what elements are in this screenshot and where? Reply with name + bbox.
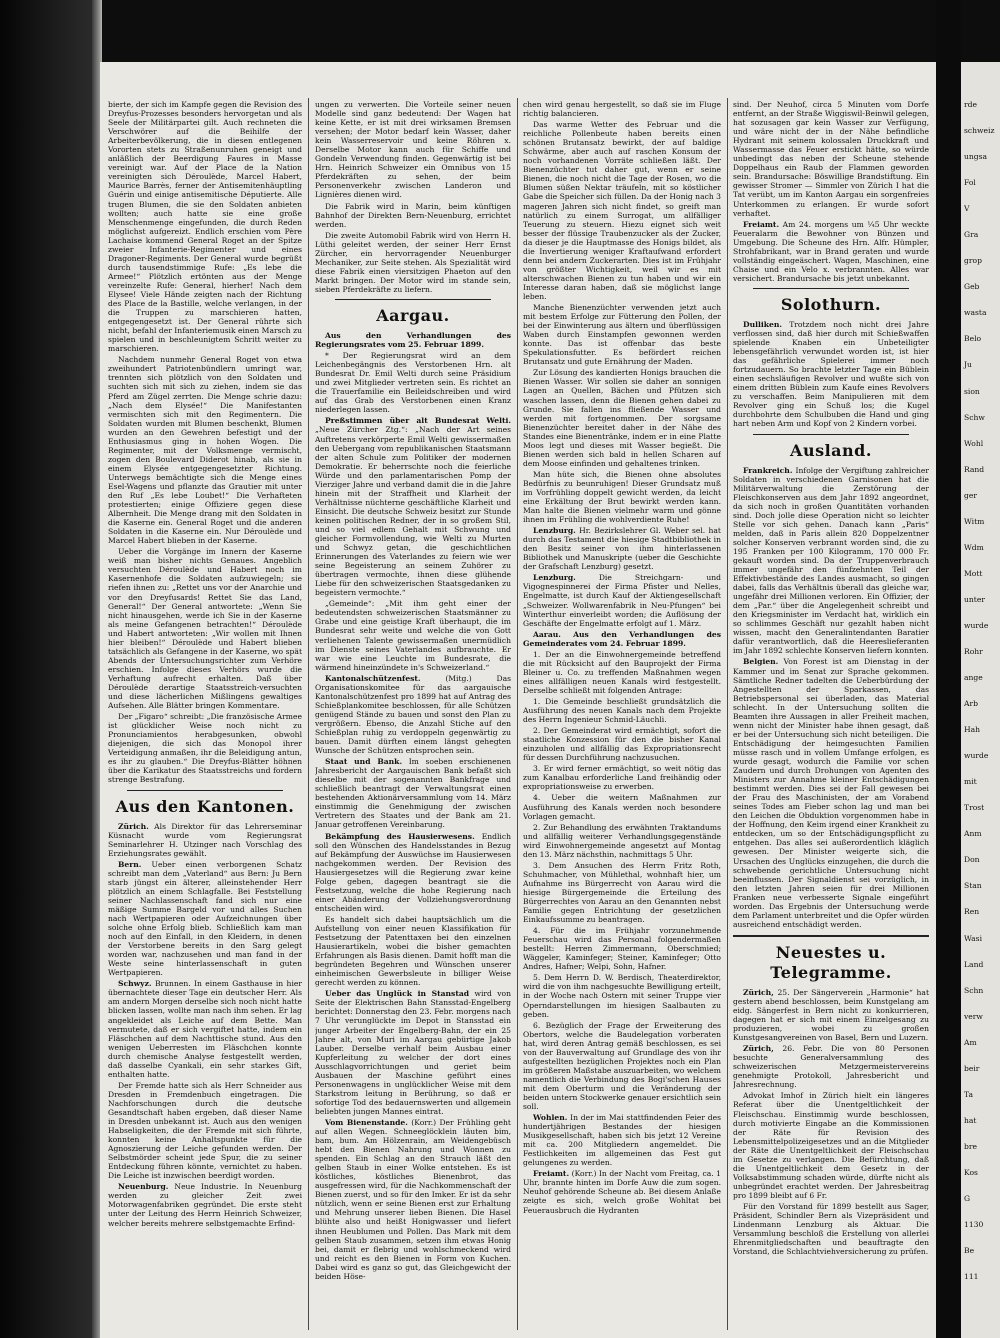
item-label: Staat und Bank. bbox=[325, 757, 403, 767]
adjacent-page-line: hat bbox=[964, 1115, 977, 1125]
item-label: Freiamt. bbox=[743, 219, 780, 229]
section-heading-telegramme: Neuestes u. Telegramme. bbox=[770, 942, 892, 982]
article-paragraph: bierte, der sich im Kampfe gegen die Revision des Dreyfus-Prozesses besonders hervorgetan und als Seele der Militärpartei gilt. Auch rechneten die Verschwörer auf die Beihilfe der Arbeiterbevölkerung, die in diesen entlegenen Vororten stets zu Straßenunruhen geneigt und anläßlich der Beerdigung Faures in Masse vereinigt war. Auf der Place de la Nation vereinigten sich Déroulède, Marcel Habert, Maurice Barrès, ferner der Antisemitenhäuptling Guérin und einige antisemitische Députierte. Alle trugen Blumen, die sie den Soldaten anbieten wollten; auch hatte sie eine große Menschenmenge eingefunden, die durch Reden möglichst aufgereizt. Endlich erschien vom Père Lachaise kommend General Roget an der Spitze zweier Infanterie-Regimenter und eines Dragoner-Regiments. Der General wurde begrüßt durch tausendstimmige Rufe: „Es lebe die Armee!“ Plötzlich ertönten aus der Menge vereinzelte Rufe: General, hierher! Nach dem Elysee! Viele Hände zeigten nach der Richtung des Place de la Bastille, welche verlangen, in der die Truppen zu marschieren hatten, entgegengesetzt ist. Der General rührte sich nicht, befahl der Infanteriemusik einen Marsch zu spielen und in beschleunigtem Schritt weiter zu marschieren. bbox=[108, 100, 302, 354]
article-paragraph: Nachdem nunmehr General Roget von etwa zweihundert Patriotenbündlern umringt war, trennten sich plötzlich von den Soldaten und suchten sich mit sich zu ziehen, indem sie das Pferd am Zügel zerrten. Die Menge schrie dazu: „Nach dem Elysée!“ Die Manifestanten vermischten sich mit den Regimentern. Die Soldaten wurden mit Blumen beschenkt, Blumen wurden an den Gewehren befestigt und der Enthusiasmus ging in hohen Wogen. Die Regimenter, mit der Volksmenge vermischt, zogen den Boulevard Diderot hinab, als sie in einem Elysée entgegengesetzter Richtung. Unterwegs bemächtigte sich die Menge eines Esel-Wagens und pflanzte das Grautier mit unter den Ruf „Es lebe Loubet!“ Die Verhafteten protestierten; einige Offiziere gegen diese Albernheit. Die Menge drang mit den Soldaten in die Kaserne ein. General Roget und die anderen Soldaten in die Kaserne ein. Nur Déroulède und Marcel Habert blieben in der Kaserne. bbox=[108, 355, 302, 546]
item-label: Aus den Verhandlungen des Gemeinderates vom 24. Februar 1899. bbox=[523, 629, 721, 648]
item-label: Zürich. bbox=[118, 821, 149, 831]
item-label: Preßstimmen über alt Bundesrat Welti. bbox=[325, 416, 511, 426]
news-item: 26. Febr. Die von 80 Personen besuchte Generalversammlung des schweizerischen Metzgermeistervereins genehmigte Protokoll, Jahresbericht und Jahresrechnung. bbox=[733, 1044, 929, 1090]
adjacent-page-line: ungsa bbox=[964, 152, 988, 162]
book-binding bbox=[0, 0, 92, 1338]
article-paragraph: Für den Vorstand für 1899 bestellt aus Sager, Präsident, Schindler Bern als Vizepräsident und Lindenmann Lenzburg als Aktuar. Die Versammlung beschloß die Erstellung von allerlei Ehrenmitgliedschaften und beauftragte den Vorstand, die Schlachtviehversicherung zu prüfen. bbox=[733, 1201, 929, 1257]
article-paragraph: 4. Für die im Frühjahr vorzunehmende Feuerschau wird das Personal folgendermaßen bestellt: Herren Zimmermann, Oberschmied; Wäggeler, Kaminfeger; Steiner, Kaminfeger; Otto Andres, Hafner; Welpi, Sohn, Hafner. bbox=[523, 926, 721, 972]
item-label: Zürich, bbox=[743, 987, 774, 997]
item-label: Frankreich. bbox=[743, 465, 793, 475]
article-paragraph: Zur Lösung des kandierten Honigs brauchen die Bienen Wasser. Wir sollen sie daher an sonnigen Lagen an Quellen, Bächen und Pfützen sich waschen lassen, denn die Bienen gehen dabei zu Grunde. Sie fallen ins fließende Wasser und werden mit fortgenommen. Der sorgsame Bienenzüchter bereitet daher in der Nähe des Standes eine Bienentränke, indem er in eine Platte Moos legt und dieses mit Wasser begießt. Die Bienen werden sich bald in hellen Scharen auf dem Moose einfinden und gehaltenes trinken. bbox=[523, 368, 721, 468]
article-paragraph: chen wird genau hergestellt, so daß sie im Fluge richtig balancieren. bbox=[523, 100, 721, 119]
article-paragraph: Ueber die Vorgänge im Innern der Kaserne weiß man bisher nichts Genaues. Angeblich versuchten Déroulède und Habert noch im Kasernenhofe die Soldaten aufzuwiegeln; sie riefen ihnen zu: „Rettet uns vor der Anarchie und vor den Dreyfusards! Rettet Sie das Land, General!“ Der General antwortete: „Wenn Sie nicht hinausgehen, werde ich Sie in der Kaserne als meine Gefangenen betrachten!“ Déroulède und Habert antworteten: „Wir wollen mit Ihnen hier bleiben!“ Déroulède und Habert blieben tatsächlich als Gefangene in der Kaserne, wo spät Abends der Untersuchungsrichter zum Verhöre erschien. Infolge dieses Verhörs wurde die Verhaftung aufrecht erhalten. Daß über Déroulède derartige Staatsstreich-versuchten und diese lächerlichen Mißlingens gewaltiges Aufsehen. Alle Blätter bringen Kommentare. bbox=[108, 547, 302, 711]
item-label: Dulliken. bbox=[743, 319, 783, 329]
article-paragraph: Manche Bienenzüchter verwenden jetzt auch mit bestem Erfolge zur Fütterung den Pollen, der bei der Einwinterung aus ältern und überflüssigen Waben durch Einstampfen gewonnen werden konnte. Das ist offenbar das beste Spekulationsfutter. Es befördert reichen Brutansatz und gute Ernährung der Maden. bbox=[523, 303, 721, 367]
news-item: Von Forest ist am Dienstag in der Kammer und im Senat zur Sprache gekommen. Sämtliche Redner tadelten die Ueberbürdung der Angestellten der Sparkassen, das Betriebspersonal sei überladen, das Material schlecht. In der Untersuchung sollten die Beamten ihre Aussagen in aller Freiheit machen, wenn nicht der Minister habe ihnen gesagt, daß er bei der Untersuchung sich nicht beteiligen. Die Entschädigung der heimgesuchten Familien müsse rasch und in vollem Umfange erfolgen, es wurde gesagt, wodurch die Familie vor schen Zaudern und durch Drohungen von Agenten des Ministers zur Annahme kleiner Entschädigungen bestimmt werden. Dies sei der Fall gewesen bei der Frau des Maschinisten, der am Vorabend seines Todes am Fieber schon lag und man bei den Leichen die Obduktion vorgenommen habe in der Hoffnung, den Keim irgend einer Krankheit zu entdecken, um so der Entschädigungspflicht zu entgehen. Das alles sei außerordentlich kläglich gewesen. Der Minister weigerte sich, die Ursachen des Unglücks einzugehen, die durch die schwebende gerichtliche Untersuchung nicht beeinflussen. Der Signaldienst sei vorzüglich, in den letzten Jahren seien für drei Millionen Franken neue verbesserte Signale eingeführt worden. Das Ergebnis der Untersuchung werde dem Parlament unterbreitet und die Opfer würden ausreichend entschädigt werden. bbox=[733, 657, 929, 929]
item-label: Zürich, bbox=[743, 1044, 774, 1054]
section-heading-ausland: Ausland. bbox=[790, 440, 872, 460]
separator bbox=[753, 434, 910, 435]
article-paragraph: Es handelt sich dabei hauptsächlich um die Aufstellung von einer neuen Klassifikation für Festsetzung der Patenttaxen bei den einzelnen Hausierartikeln, wobei die bisher gemachten Erfahrungen als Basis dienen. Damit hofft man die begründeten Begehren und Wünschen unserer einheimischen Gewerbsleute in billiger Weise gerecht werden zu können. bbox=[315, 914, 511, 988]
news-item: Ueber einen verborgenen Schatz schreibt man dem „Vaterland“ aus Bern: Ju Bern starb jüngst ein älterer, alleinstehender Herr plötzlich an einem Schlagfalle. Bei Feststellung seiner Nachlassenschaft fand sich nur eine mäßige Summe Bargeld vor und alles Suchen nach Wertpapieren oder Aufzeichnungen über solche ohne Erfolg blieb. Schließlich kam man noch auf den Einfall, in den Kleidern, in denen der Verstorbene bereits in den Sarg gelegt worden war, nachzusehen und man fand in der Weste seine hinterlassenschaft in guten Wertpapieren. bbox=[108, 859, 302, 978]
adjacent-page-line: Belo bbox=[964, 334, 982, 344]
item-label: Kantonalschützenfest. bbox=[325, 673, 421, 683]
section-heading-kantonen: Aus den Kantonen. bbox=[115, 796, 295, 816]
news-item: Neue Industrie. In Neuenburg werden zu gleicher Zeit zwei Motorwagenfabriken gegründet. Die erste steht unter der Leitung des Herrn Heinrich Schweizer, welcher bereits mehrere selbstgemachte Erfind- bbox=[108, 1182, 302, 1228]
adjacent-page-line: Ren bbox=[964, 907, 980, 917]
page-gutter bbox=[936, 0, 961, 1338]
article-paragraph: 3. Dem Ansuchen des Herrn Fritz Roth, Schuhmacher, von Mühlethal, wohnhaft hier, um Aufnahme ins Bürgerrecht von Aarau wird die hiesige Bürgergemeinde die Erteilung des Bürgerrechtes von Aarau an den Genannten nebst Familie gegen Entrichtung der gesetzlichen Einkaufssumme zu beantragen. bbox=[523, 860, 721, 925]
article-paragraph: 3. Er wird ferner ermächtigt, so weit nötig das zum Kanalbau erforderliche Land freihändig oder expropriationsweise zu erwerben. bbox=[523, 764, 721, 792]
adjacent-page-fragment bbox=[961, 62, 1000, 1338]
article-paragraph: 4. Ueber die weitern Maßnahmen zur Ausführung des Kanals werden noch besondere Vorlagen gemacht. bbox=[523, 793, 721, 821]
news-item: In der im Mai stattfindenden Feier des hundertjährigen Bestandes der hiesigen Musikgesellschaft, haben sich bis jetzt 12 Vereine mit ca. 200 Mitgliedern angemeldet. Die Festlichkeiten im allgemeinen das Fest gut gelungenes zu werden. bbox=[523, 1113, 721, 1168]
item-label: Lenzburg. bbox=[533, 573, 576, 583]
adjacent-page-line: Fol bbox=[964, 178, 976, 188]
item-label: Wohlen. bbox=[533, 1113, 568, 1123]
adjacent-page-line: Hah bbox=[964, 725, 981, 735]
adjacent-page-line: Land bbox=[964, 959, 984, 969]
section-heading-solothurn: Solothurn. bbox=[780, 294, 882, 314]
adjacent-page-line: schweiz bbox=[964, 126, 995, 136]
news-item: 25. Der Sängerverein „Harmonie“ hat gestern abend beschlossen, beim Kunstgelang am eidg. Sängerfest in Bern nicht zu konkurrieren, dagegen hat er sich mit einem Einzelgesang zu produzieren, wobei zu großen Kunstgesangvereinen von Basel, Bern und Luzern. bbox=[733, 987, 929, 1043]
adjacent-page-line: Witm bbox=[964, 516, 985, 526]
article-paragraph: 2. Zur Behandlung des erwähnten Traktandums und allfällig weiterer Verhandlungsgegenstände wird Einwohnergemeinde angesetzt auf Montag den 13. März nächsthin, nachmittags 5 Uhr. bbox=[523, 822, 721, 859]
article-paragraph: 2. Der Gemeinderat wird ermächtigt, sofort die staatliche Konzession für den die bisher Kanal einzuholen und allfällig das Expropriationsrecht für dessen Durchführung nachzusuchen. bbox=[523, 726, 721, 763]
adjacent-page-line: Anm bbox=[964, 829, 982, 839]
adjacent-page-line: wurde bbox=[964, 620, 989, 630]
adjacent-page-line: Wdm bbox=[964, 542, 984, 552]
adjacent-page-line: verw bbox=[964, 1011, 983, 1021]
article-paragraph: 1. Die Gemeinde beschließt grundsätzlich die Ausführung des neuen Kanals nach dem Projekte des Herrn Ingenieur Schmid-Läuchli. bbox=[523, 697, 721, 725]
news-item: (Mitg.) Das Organisationskomitee für das aargauische Kantonalschützenfest pro 1899 hat auf Antrag des Schießplankomitee beschlossen, für alle Schützen genügend Stände zu bauen und sonst den Plan zu vergrößern. Ebenso, die Anzahl Stiche auf den Schießplan ruhig zu verdoppeln gegenwärtig zu bauen. Damit dürften einem längst gehegten Wunsche der Schützen entsprochen sein. bbox=[315, 673, 511, 756]
column-rule bbox=[308, 98, 309, 1330]
column-rule bbox=[727, 98, 728, 1330]
adjacent-page-line: Arb bbox=[964, 699, 978, 709]
article-paragraph: 1. Der an die Einwohnergemeinde betreffend die mit Rücksicht auf den Bauprojekt der Firma Bleiner u. Co. zu treffenden Maßnahmen wegen eines allfälligen neuen Kanals wird festgestellt. Derselbe schließt mit folgenden Antrage: bbox=[523, 649, 721, 695]
adjacent-page-line: ange bbox=[964, 673, 983, 683]
article-paragraph: Der „Figaro“ schreibt: „Die französische Armee ist glücklicher Weise noch nicht zu Pronunciamientos herabgesunken, obwohl diejenigen, die sich das Monopol ihrer Verteidigung anmaßen, ihr die Beleidigung antun, es ihr zu glauben.“ Die Dreyfus-Blätter höhnen über die Karikatur des Staatsstreichs und fordern strenge Bestrafung. bbox=[108, 712, 302, 785]
adjacent-page-line: beir bbox=[964, 1063, 980, 1073]
article-paragraph: 6. Bezüglich der Frage der Erweiterung des Obertors, welche die Baudelegation vorberaten hat, wird deren Antrag gemäß beschlossen, es sei von der Bauverwaltung auf Grundlage des von ihr aufgestellten bezüglichen Projektes noch ein Plan im größeren Maßstabe auszuarbeiten, wo welchem namentlich die Verbindung des Bogi'schen Hauses mit dem Oberturm und die Veränderung der beiden untern Stockwerke genauer ersichtlich sein soll. bbox=[523, 1020, 721, 1112]
adjacent-page-text bbox=[964, 100, 998, 1298]
news-item: wird von Seite der Elektrischen Bahn Stansstad-Engelberg berichtet: Donnerstag den 23. Febr. morgens nach 7 Uhr verunglückte im Depot in Stansstad ein junger Arbeiter der Engelberg-Bahn, der ein 25 Jahre alt, von Muri im Aargau gebürtige Jakob Lauber. Derselbe verhalf beim Ausbau einer Kupferleitung zu welcher der dort eines Ausschlagvorrichtungen und geriet beim Ausbauen der Maschine geführt eines Personenwagens in unglücklicher Weise mit dem Starkstrom leitung in Berührung, so daß er sofortige Tod des bedauernswerten und allgemein beliebten jungen Mannes eintrat. bbox=[315, 989, 511, 1116]
adjacent-page-line: 1130 bbox=[964, 1220, 984, 1230]
separator bbox=[127, 790, 282, 791]
adjacent-page-line: bre bbox=[964, 1141, 977, 1151]
item-label: Ueber das Unglück in Stanstad bbox=[325, 989, 470, 999]
column-2 bbox=[315, 100, 511, 1332]
news-item: (Korr.) Der Frühling geht auf allen Wegen. Schneeglöcklein läuten bim, bam, bum. Am Hölzenrain, am Weidengebüsch hebt den Bienen Nahrung und Wonnen zu spenden. Ein Schlag an den Strauch läßt den gelben Staub in einer Wolke entstehen. Es ist köstliches, köstliches Bienenbrot, das ausgefressen wird, für die Nachkommenschaft der Bienen zuerst, und so für den Imker. Er ist da sehr nützlich, wenn er seine Bienen erst zur Erhaltung und Mehrung unserer lieben Bienen. Die Hasel blühte also und heißt Honigwasser und liefert ihnen Heublumen und Pollen. Das Mark mit dem gelben Staub zusammen, setzen ihm etwas Honig bei, damit er flebrig und wohlschmeckend wird und reicht es den Bienen in Form von Kuchen. Dabei wird es ganz so gut, das Gleichgewicht der beiden Höse- bbox=[315, 1117, 511, 1281]
article-paragraph: Die Fabrik wird in Marin, beim künftigen Bahnhof der Direkten Bern-Neuenburg, errichtet werden. bbox=[315, 201, 511, 229]
adjacent-page-line: ger bbox=[964, 490, 977, 500]
column-4 bbox=[733, 100, 929, 1332]
news-item: Brunnen. In einem Gasthause in hier übernachtete dieser Tage ein deutscher Herr. Als am andern Morgen derselbe sich noch nicht hatte blicken lassen, wollte man nach ihm sehen. Er lag angekleidet als Leiche auf dem Bette. Man vermutete, daß er sich vergiftet hatte, indem ein Fläschchen auf dem Nachttische stund. Aus den wenigen Ueberresten im Fläschchen konnte durch chemische Analyse festgestellt werden, daß dasselbe Cyankali, ein sehr starkes Gift, enthalten hatte. bbox=[108, 979, 302, 1079]
adjacent-page-line: wasta bbox=[964, 308, 987, 318]
article-paragraph: Der Fremde hatte sich als Herr Schneider aus Dresden in Fremdenbuch eingetragen. Die Nachforschungen durch die deutsche Gesandtschaft haben ergeben, daß dieser Name in Dresden unbekannt ist. Auch aus den wenigen Habseligkeiten, die der Fremde mit sich führte, konnten keine Anhaltspunkte für die Agnoszierung der Leiche gefunden werden. Der Selbstmörder scheint jede Spur, die zu seiner Entdeckung führen könnte, vernichtet zu haben. Die Leiche ist inzwischen beerdigt worden. bbox=[108, 1080, 302, 1181]
item-label: Aus den Verhandlungen des Regierungsrates vom 25. Februar 1899. bbox=[315, 330, 511, 350]
article-paragraph: Advokat Imhof in Zürich hielt ein längeres Referat über die Unentgeltlichkeit der Fleischschau. Einstimmig wurde beschlossen, durch motivierte Eingabe an die Kommissionen der Räte für Revision des Lebensmittelpolizeigesetzes und an die Mitglieder der Räte die Unentgeltlichkeit der Fleischschau im Gesetze zu verlangen. Die Befürchtung, daß die Unentgeltlichkeit dem Gesetz in der Volksabstimmung schaden würde, dürfte nicht als unbegründet erachtet werden. Der Jahresbeitrag pro 1899 bleibt auf 6 Fr. bbox=[733, 1091, 929, 1200]
article-paragraph: Das warme Wetter des Februar und die reichliche Pollenbeute haben bereits einen schönen Brutansatz bewirkt, der auf baldige Schwärme, aber auch auf raschen Konsum der noch vorhandenen Vorräte schließen läßt. Der Bienenzüchter tut daher gut, wenn er seine Bienen, die noch nicht die Tage der Rosen, wo die Blumen süßen Nektar träufeln, mit so köstlicher Gabe die Speicher sich füllen. Da der Honig nach 3 mageren Jahren sich nicht findet, so greift man natürlich zu einem Surrogat, um allfälliger Teuerung zu steuern. Hiezu eignet sich weit besser der flüssige Traubenzucker als der Zucker, da dieser je die Hauptmasse des Honigs bildet, als die Invertierung weniger Kraftaufwand erfordert denn bei andern Zuckerarten. Dies ist im Frühjahr von größter Wichtigkeit, weil wir es mit alterschwachen Bienen zu tun haben und wir ein Interesse daran haben, daß sie möglichst lange leben. bbox=[523, 120, 721, 301]
adjacent-page-line: Kos bbox=[964, 1167, 978, 1177]
item-label: Aarau. bbox=[533, 629, 561, 639]
adjacent-page-line: Wohl bbox=[964, 438, 984, 448]
section-heading-aargau: Aargau. bbox=[376, 305, 450, 325]
article-paragraph: Man hüte sich, die Bienen ohne absolutes Bedürfnis zu beunruhigen! Dieser Grundsatz muß im Vorfrühling doppelt gewicht werden, da leicht eine Erkältung der Brut bewirkt werden kann. Man halte die Bienen vielmehr warm und gönne ihnen im Frühling die wohlverdiente Ruhe! bbox=[523, 469, 721, 525]
adjacent-page-line: Schw bbox=[964, 412, 985, 422]
adjacent-page-line: V bbox=[964, 204, 970, 214]
separator bbox=[733, 935, 929, 937]
item-label: Schwyz. bbox=[118, 979, 152, 989]
separator bbox=[753, 288, 910, 289]
separator bbox=[335, 299, 492, 300]
adjacent-page-line: Rohr bbox=[964, 646, 983, 656]
adjacent-page-line: Stan bbox=[964, 881, 982, 891]
adjacent-page-line: Gra bbox=[964, 230, 979, 240]
adjacent-page-line: Wasi bbox=[964, 933, 982, 943]
column-1 bbox=[108, 100, 302, 1332]
news-item: (Korr.) In der Nacht vom Freitag, ca. 1 Uhr, brannte hinten im Dorfe Auw die zum sogen. Neuhof gehörende Scheune ab. Bei diesem Anlaße zeigte es sich, welch große Wohltat bei Feuerausbruch die Hydranten bbox=[523, 1169, 721, 1215]
adjacent-page-line: mit bbox=[964, 777, 977, 787]
adjacent-page-line: unter bbox=[964, 594, 985, 604]
article-paragraph: ungen zu verwerten. Die Vorteile seiner neuen Modelle sind ganz bedeutend: Der Wagen hat keine Kette, er ist mit drei wirksamen Bremsen versehen; der Motor bedarf kein Wasser, daher kein Wasserreservoir und keine Röhren x. Derselbe Motor kann auch für Schiffe und Gondeln Verwendung finden. Gegenwärtig ist bei Hrn. Heinrich Schweizer ein Omnibus von 15 Pferdekräften zu sehen, der beim Personenverkehr zwischen Landeron und Lignières dienen wird. bbox=[315, 100, 511, 200]
item-label: Bern. bbox=[118, 859, 142, 869]
news-item: Am 24. morgens um ¼5 Uhr weckte Feueralarm die Bewohner von Bünzen und Umgebung. Die Scheune des Hrn. Alfr. Hümpler, Strohfabrikant, war in Brand geraten und wurde vollständig eingeäschert. Wagen, Maschinen, eine Chaise und ein Velo x. verbrannten. Alles war versichert. Brandursache bis jetzt unbekannt. bbox=[733, 219, 929, 283]
article-paragraph: 5. Dem Herrn D. W. Berdisch, Theaterdirektor, wird die von ihm nachgesuchte Bewilligung erteilt, in der Woche nach Ostern mit seiner Truppe vier Operndarstellungen im hiesigen Saalbauten zu geben. bbox=[523, 973, 721, 1019]
news-item: Hr. Bezirkslehrer Gl. Weber sel. hat durch das Testament die hiesige Stadtbibliothek in den Besitz seiner von ihm hinterlassenen Bibliothek und Manuskripte (ueber die Geschichte der Grafschaft Lenzburg) gesetzt. bbox=[523, 526, 721, 572]
news-item: Trotzdem noch nicht drei Jahre verflossen sind, daß hier durch mit Schießwaffen spielende Knaben ein Unbeteiligter lebensgefährlich verwundet worden ist, ist hier das gefährliche Spielerei immer noch fortzudauern. So brachte letzter Tage ein Büblein einen sechsläufigen Revolver und wußte sich von einem dritten Büblein zum Kaufe eines Revolvers zu verschaffen. Beim Manipulieren mit dem Revolver ging ein Schuß los; die Kugel durchbohrte dem Schulbuben die Hand und ging hart neben Arm und Kopf von 2 Kindern vorbei. bbox=[733, 319, 929, 429]
adjacent-page-line: grop bbox=[964, 256, 982, 266]
article-paragraph: * Der Regierungsrat wird an dem Leichenbegängnis des Verstorbenen Hrn. alt Bundesrat Dr. Emil Welti durch seine Präsidium und zwei Mitglieder vertreten sein. Es richtet an die Trauerfamilie ein Beileidschreiben und wird auf das Grab des Verstorbenen einen Kranz niederlegen lassen. bbox=[315, 351, 511, 415]
adjacent-page-line: Schn bbox=[964, 985, 984, 995]
adjacent-page-line: Ta bbox=[964, 1089, 974, 1099]
adjacent-page-line: rde bbox=[964, 100, 977, 109]
adjacent-page-line: Geb bbox=[964, 282, 980, 292]
news-item: Infolge der Vergiftung zahlreicher Soldaten in verschiedenen Garnisonen hat die Militärverwaltung die Zerstörung der Fleischkonserven aus dem Jahr 1892 angeordnet, da sich noch in großen Quantitäten vorhanden sind. Doch jolle diese Operation nicht so leichter Stelle vor sich gehen. Danach kann „Paris“ melden, daß in Paris allein 820 Doppelzentner solcher Konserven verbrannt worden sind, die zu 195 Franken per 100 Kilogramm, 170 000 Fr. gekauft worden sind. Da der Truppenverbrauch immer ungefähr den fünfzehnten Teil der Effektivbestände des Landes ausmacht, so gingen dabei, falls das Verhältnis überall das gleiche war, ungefähr drei Millionen verloren. Ein Offizier, der dem „Par.“ über die Angelegenheit schreibt und den Kriegsminister im Verdacht hat, wirklich ein so schlimmes Geschäft nur gezahlt haben nicht wissen, macht den Generalintendanten Baratier dafür verantwortlich, daß die Heereslieferanten im Jahr 1892 schlechte Konserven liefern konnten. bbox=[733, 465, 929, 656]
item-label: Belgien. bbox=[743, 657, 779, 667]
news-item: Die Streichgarn- und Vigognespinnerei der Firma Pfister und Nelles, Engelmatte, ist durch Kauf der Aktiengesellschaft „Schweizer. Wollwarenfabrik in Neu-Pfungen“ bei Winterthur einverleibt worden; die Auflösung der Geschäfte der Engelmatte erfolgt auf 1. März. bbox=[523, 573, 721, 628]
adjacent-page-line: Be bbox=[964, 1246, 975, 1256]
item-label: Vom Bienenstande. bbox=[325, 1117, 408, 1127]
column-3 bbox=[523, 100, 721, 1332]
item-label: Freiamt. bbox=[533, 1169, 570, 1179]
news-item: Endlich soll den Wünschen des Handelsstandes in Bezug auf Bekämpfung der Auswüchse im Hausierwesen nachgekommen werden. Der Revision des Hausiergesetzes will die Regierung zwar keine Folge geben, dagegen beantragt sie die Festsetzung, welche die hohe Regierung nach einer Abänderung der Vollziehungsverordnung entscheiden wird. bbox=[315, 831, 511, 913]
article-paragraph: „Gemeinde“: „Mit ihm geht einer der bedeutendsten schweizerischen Staatsmänner zu Grabe und eine geistige Kraft überhaupt, die im Bundesrat sehr weite und welche die von Gott verliehenen Talente gewissermaßen unermüdlich im Dienste seines Vaterlandes aufbrauchte. Er war wie eine Leuchte im Bundesrate, die wärmend hineinzündete in's Schweizerland.“ bbox=[315, 599, 511, 672]
adjacent-page-line: Am bbox=[964, 1037, 977, 1047]
article-paragraph: sind. Der Neuhof, circa 5 Minuten vom Dorfe entfernt, an der Straße Wiggiswil-Beinwil gelegen, hat sozusagen gar kein Wasser zur Verfügung, und wäre nicht der in der Nähe befindliche Hydrant mit seinem kolossalen Druckkraft und Wassermasse das Feuer erstickt hätte, so würde unbedingt das neben der Scheune stehende Doppelhaus ein Raub der Flammen geworden sein. Brandursache: Böswillige Brandstiftung. Ein gewisser Stromer — Simmler von Zürich I hat die Tat verübt, um im Kanton Aargau ein sorgenfreies Unterkommen zu erlangen. Er wurde sofort verhaftet. bbox=[733, 100, 929, 218]
news-item: „Neue Zürcher Ztg.“: „Nach der Art seines Auftretens verkörperte Emil Welti gewissermaßen den Uebergang vom republikanischen Staatsmann der alten Schule zum Politiker der modernen Demokratie. Er beherrschte noch die feierliche Würde und den parlamentarischen Pomp der Vierziger Jahre und verband damit die in die Jahre hinein mit der Straffheit und Klarheit der Verhältnisse nüchterne geschäftliche Klarheit und Einsicht. Die deutsche Schweiz besitzt zur Stunde keinen politischen Redner, der in so großem Stil, und so viel edlem Gehalt mit Schwung und gleicher Formvollendung, wie Welti zu Murten und Schwyz getan, die geschichtlichen Erinnerungen des Vaterlandes zu feiern wie wer seine Begeisterung an seinem Zuhörer zu übertragen vermochte, ihnen diese glühende Liebe für den schweizerischen Staatsgedanken zu begeistern vermochte.“ bbox=[315, 425, 511, 598]
adjacent-page-line: wurde bbox=[964, 751, 989, 761]
adjacent-page-line: Rand bbox=[964, 464, 985, 474]
adjacent-page-line: Mott bbox=[964, 568, 983, 578]
adjacent-page-line: Ju bbox=[964, 360, 972, 370]
news-item: Als Direktor für das Lehrerseminar Küsnacht wurde vom Regierungsrat Seminarlehrer H. Utzinger nach Vorschlag des Erziehungsrates gewählt. bbox=[108, 821, 302, 858]
adjacent-page-line: sion bbox=[964, 386, 980, 396]
item-label: Lenzburg. bbox=[533, 526, 576, 536]
item-label: Neuenburg. bbox=[118, 1182, 169, 1192]
adjacent-page-line: Don bbox=[964, 855, 980, 865]
adjacent-page-line: 111 bbox=[964, 1272, 979, 1282]
item-label: Bekämpfung des Hausierwesens. bbox=[325, 831, 475, 841]
column-rule bbox=[517, 98, 518, 1330]
adjacent-page-line: Trost bbox=[964, 803, 985, 813]
news-item: Im soeben erschienenen Jahresbericht der Aargauischen Bank befaßt sich dieselbe mit der sogenannten Bankfrage und schließlich beantragt der Verwaltungsrat einen bestehenden Aktionärversammlung vom 14. März einstimmig die Genehmigung der zwischen Vertretern des Staates und der Bank am 21. Januar getroffenen Vereinbarung. bbox=[315, 757, 511, 830]
newspaper-page bbox=[100, 62, 936, 1338]
article-paragraph: Die zweite Automobil Fabrik wird von Herrn H. Lüthi geleitet werden, der seiner Herr Ernst Zürcher, ein hervorragender Neuenburger Mechaniker, zur Seite stehen. Als Spezialität wird diese Fabrik einen viersitzigen Phaeton auf den Markt bringen. Der Motor wird im stande sein, sieben Pferdekräfte zu liefern. bbox=[315, 230, 511, 294]
adjacent-page-line: G bbox=[964, 1193, 971, 1203]
